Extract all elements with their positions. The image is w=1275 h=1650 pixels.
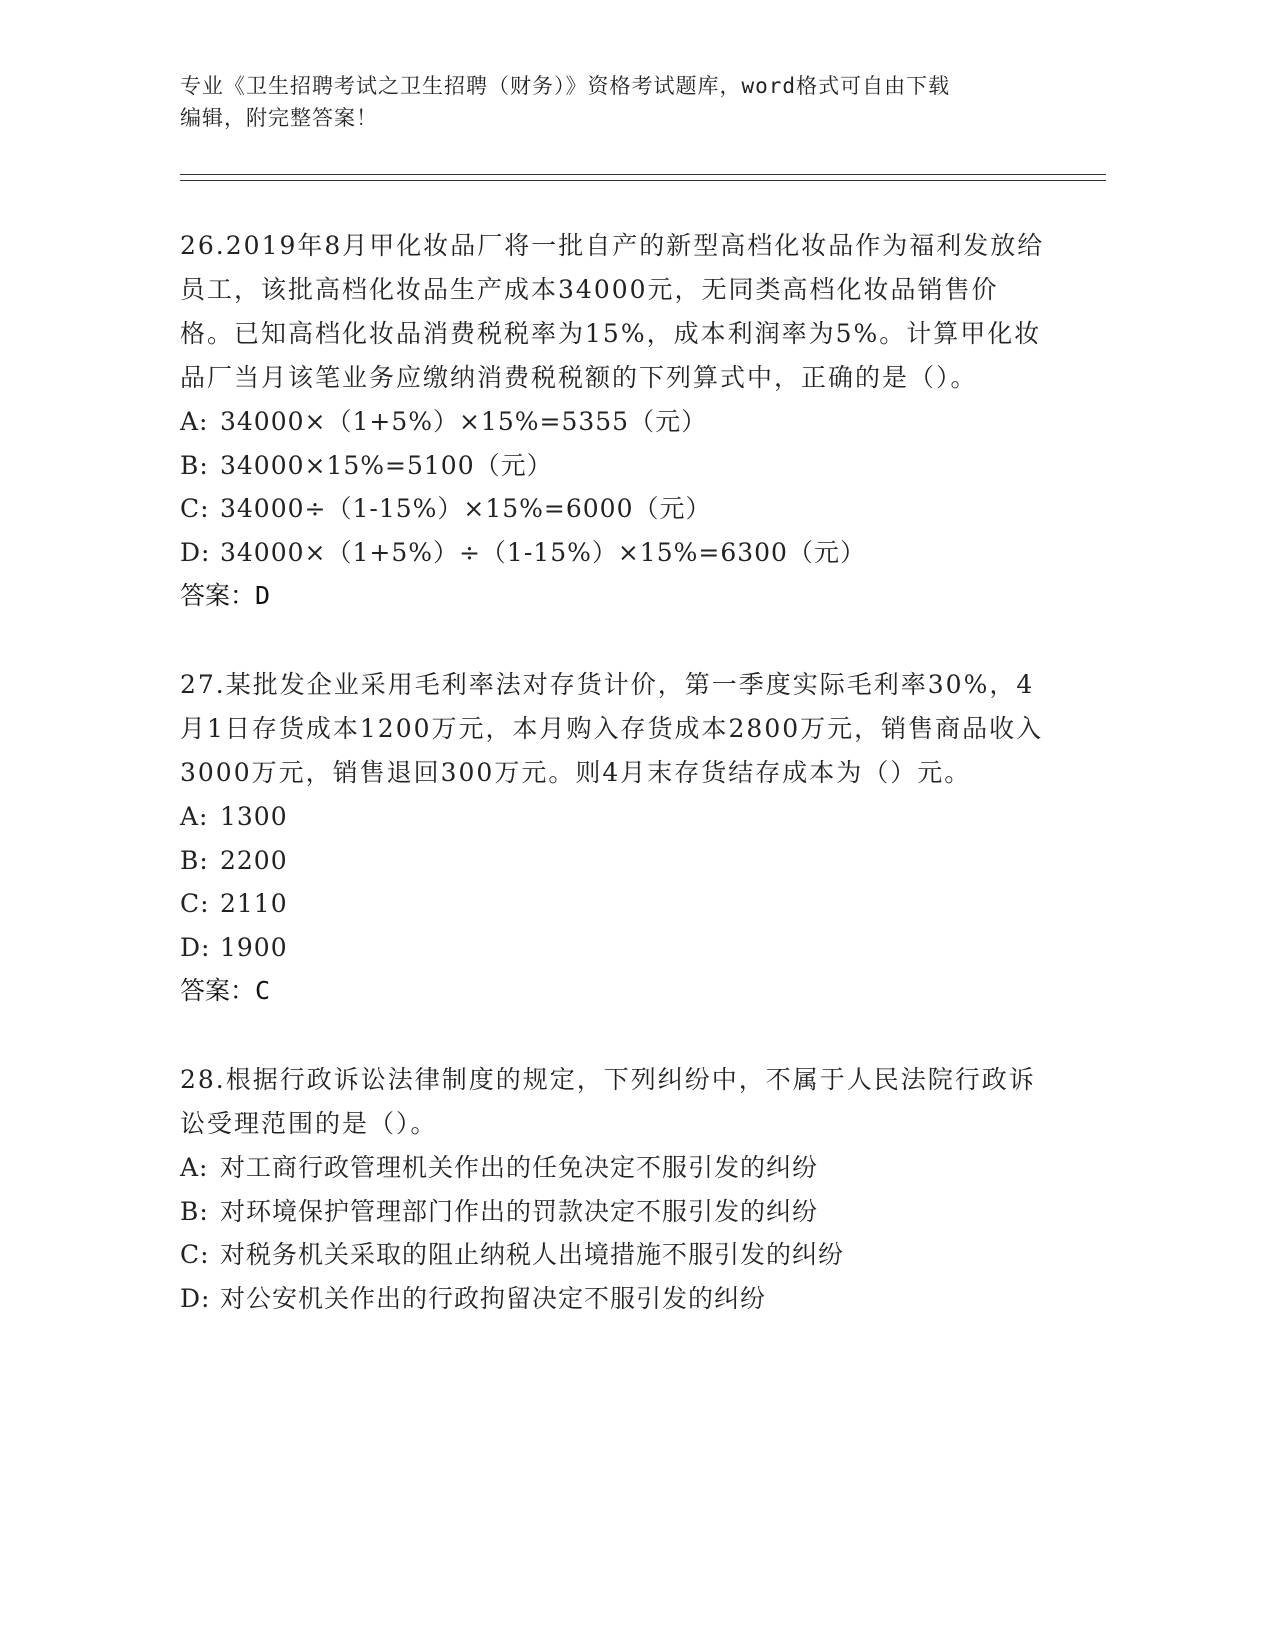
option-letter: A: — [180, 1153, 209, 1182]
option-text: 对环境保护管理部门作出的罚款决定不服引发的纠纷 — [220, 1196, 819, 1226]
answer-line: 答案：C — [180, 976, 271, 1005]
option-text: 34000×（1+5%）×15%=5355（元） — [220, 407, 708, 436]
option-text: 2200 — [220, 845, 288, 875]
option-letter: A: — [180, 802, 209, 831]
option-letter: D: — [180, 1283, 211, 1313]
answer-line: 答案：D — [180, 581, 271, 610]
question-list — [180, 224, 1050, 1365]
question-27 — [180, 663, 1050, 1013]
option-d — [180, 926, 1050, 970]
option-letter: C: — [180, 889, 210, 918]
option-b — [180, 1190, 1050, 1234]
option-letter: D: — [180, 537, 211, 567]
option-c — [180, 487, 1050, 531]
option-text: 1900 — [220, 932, 288, 962]
option-letter: A: — [180, 407, 209, 436]
option-letter: C: — [180, 494, 210, 523]
option-text: 2110 — [220, 889, 288, 918]
header-title-line-1: 专业《卫生招聘考试之卫生招聘（财务）》资格考试题库，word格式可自由下载 — [180, 74, 951, 98]
option-text: 1300 — [220, 802, 288, 831]
question-stem: 28.根据行政诉讼法律制度的规定，下列纠纷中，不属于人民法院行政诉讼受理范围的是（）。 — [180, 1065, 1036, 1138]
option-text: 对税务机关采取的阻止纳税人出境措施不服引发的纠纷 — [220, 1240, 845, 1269]
option-letter: D: — [180, 932, 211, 962]
option-b — [180, 444, 1050, 488]
option-letter: C: — [180, 1240, 210, 1269]
option-text: 34000×（1+5%）÷（1-15%）×15%=6300（元） — [220, 537, 866, 567]
option-text: 对公安机关作出的行政拘留决定不服引发的纠纷 — [220, 1283, 767, 1313]
option-text: 34000÷（1-15%）×15%=6000（元） — [220, 494, 712, 523]
option-letter: B: — [180, 845, 209, 875]
header-divider — [180, 174, 1106, 181]
option-a — [180, 795, 1050, 839]
question-stem: 26.2019年8月甲化妆品厂将一批自产的新型高档化妆品作为福利发放给员工，该批高档化妆品生产成本34000元，无同类高档化妆品销售价格。已知高档化妆品消费税税率为15%，成本利润率为5%。计算甲化妆品厂当月该笔业务应缴纳消费税税额的下列算式中，正确的是（）。 — [180, 231, 1045, 392]
option-text: 对工商行政管理机关作出的任免决定不服引发的纠纷 — [220, 1153, 819, 1182]
option-d — [180, 1277, 1050, 1321]
question-28 — [180, 1058, 1050, 1320]
header-title-line-2: 编辑，附完整答案！ — [180, 106, 378, 130]
question-26 — [180, 224, 1050, 618]
option-d — [180, 531, 1050, 575]
question-stem: 27.某批发企业采用毛利率法对存货计价，第一季度实际毛利率30%，4月1日存货成本1200万元，本月购入存货成本2800万元，销售商品收入3000万元，销售退回300万元。则4月末存货结存成本为（）元。 — [180, 670, 1044, 787]
option-a — [180, 400, 1050, 444]
option-letter: B: — [180, 450, 209, 480]
option-b — [180, 839, 1050, 883]
option-c — [180, 1233, 1050, 1277]
option-c — [180, 882, 1050, 926]
option-a — [180, 1146, 1050, 1190]
document-header — [180, 70, 1050, 134]
option-letter: B: — [180, 1196, 209, 1226]
option-text: 34000×15%=5100（元） — [220, 450, 553, 480]
